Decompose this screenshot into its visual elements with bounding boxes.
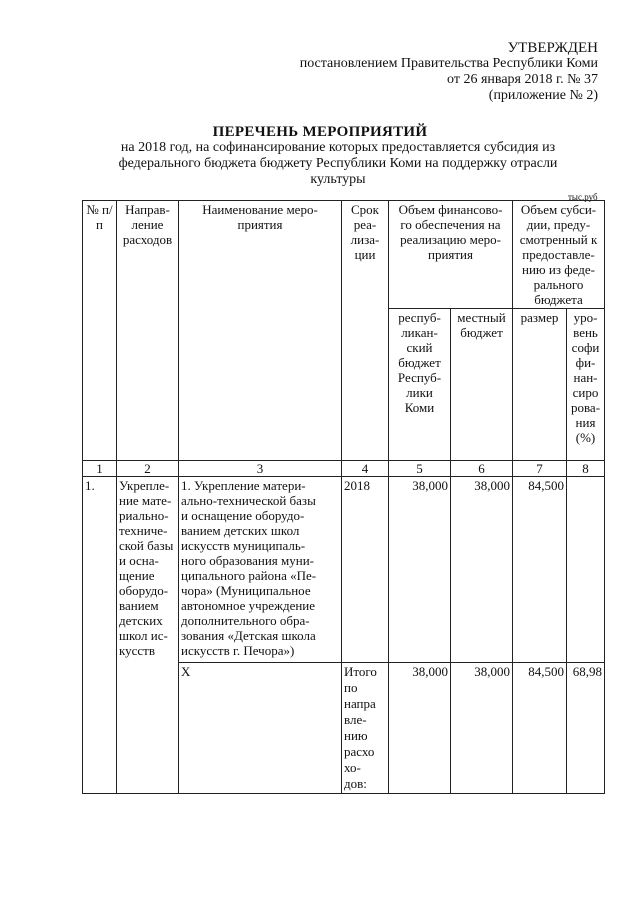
document-title: ПЕРЕЧЕНЬ МЕРОПРИЯТИЙ bbox=[212, 124, 428, 140]
row-event-name: 1. Укрепление матери- ально-технической базы и оснащение оборудо- ванием детских школ искусств муниципаль- ного образования муни- ципального района «Пе- чора» (Муниципальное автономное учреждение дополнительного обра- зования «Детская школа искусств г. Печора») bbox=[179, 477, 342, 663]
col-number: 1 bbox=[83, 461, 117, 477]
row-term: 2018 bbox=[342, 477, 389, 663]
col-number: 7 bbox=[513, 461, 567, 477]
col-number: 4 bbox=[342, 461, 389, 477]
document-subtitle: на 2018 год, на софинансирование которых предоставляется субсидия из федерального бюджета бюджету Республики Коми на поддержку отрасли культуры bbox=[118, 140, 558, 187]
row-size: 84,500 bbox=[513, 477, 567, 663]
approval-title: УТВЕРЖДЕН bbox=[507, 40, 598, 56]
header-event-name: Наименование меро- приятия bbox=[179, 201, 342, 461]
total-size: 84,500 bbox=[513, 663, 567, 794]
row-local-budget: 38,000 bbox=[451, 477, 513, 663]
total-event-name: Х bbox=[179, 663, 342, 794]
header-row-top bbox=[83, 201, 605, 309]
approval-block bbox=[300, 40, 598, 104]
row-num: 1. bbox=[83, 477, 117, 794]
total-republic-budget: 38,000 bbox=[389, 663, 451, 794]
col-number: 8 bbox=[567, 461, 605, 477]
header-direction: Направ- ление расходов bbox=[117, 201, 179, 461]
row-republic-budget: 38,000 bbox=[389, 477, 451, 663]
col-number: 5 bbox=[389, 461, 451, 477]
approval-line-date: от 26 января 2018 г. № 37 bbox=[447, 72, 598, 87]
row-cofinancing-level bbox=[567, 477, 605, 663]
approval-line-appendix: (приложение № 2) bbox=[488, 88, 598, 103]
header-num: № п/п bbox=[83, 201, 117, 461]
header-subsidy: Объем субси- дии, преду- смотренный к предоставле- нию из феде- рального бюджета bbox=[513, 201, 605, 309]
col-number: 6 bbox=[451, 461, 513, 477]
header-term: Срок реа- лиза- ции bbox=[342, 201, 389, 461]
header-financing: Объем финансово- го обеспечения на реализацию меро- приятия bbox=[389, 201, 513, 309]
events-table bbox=[82, 200, 605, 794]
row-direction: Укрепле- ние мате- риально- техниче- ской базы и осна- щение оборудо- ванием детских школ ис- кусств bbox=[117, 477, 179, 794]
table-row bbox=[83, 477, 605, 663]
header-republic-budget: респуб- ликан- ский бюджет Респуб- лики Коми bbox=[389, 309, 451, 461]
header-cofinancing-level: уро- вень софи фи- нан- сиро рова- ния (%) bbox=[567, 309, 605, 461]
total-cofinancing-level: 68,98 bbox=[567, 663, 605, 794]
header-size: размер bbox=[513, 309, 567, 461]
column-number-row bbox=[83, 461, 605, 477]
approval-line-resolution: постановлением Правительства Республики Коми bbox=[299, 56, 598, 71]
header-local-budget: местный бюджет bbox=[451, 309, 513, 461]
total-label: Итого по напра вле- нию расхо хо- дов: bbox=[342, 663, 389, 794]
total-local-budget: 38,000 bbox=[451, 663, 513, 794]
col-number: 3 bbox=[179, 461, 342, 477]
unit-label: тыс.руб bbox=[568, 192, 598, 202]
col-number: 2 bbox=[117, 461, 179, 477]
